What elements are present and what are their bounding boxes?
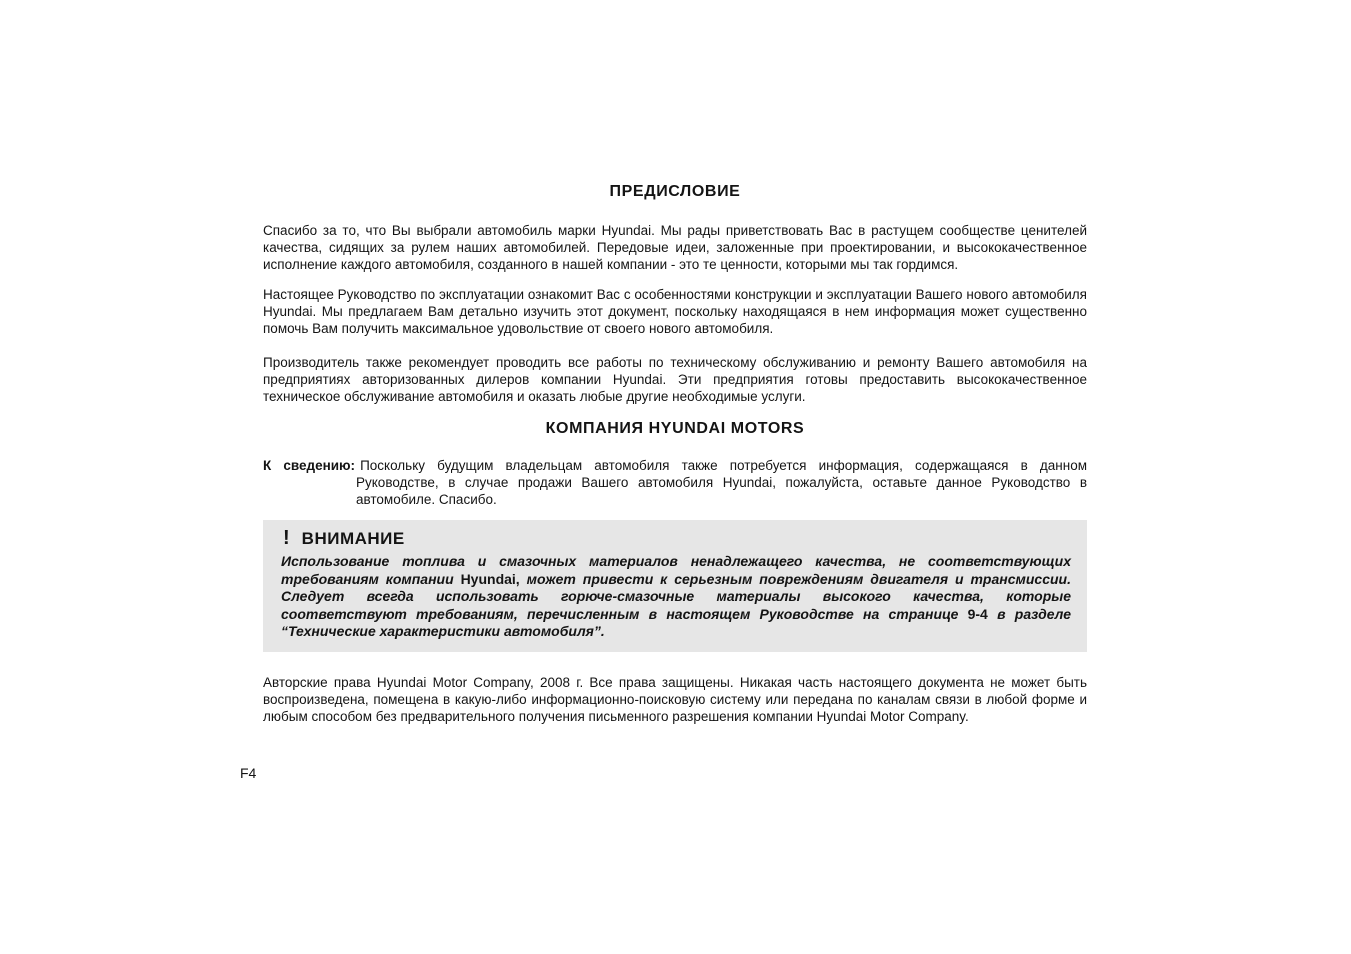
note-text: Поскольку будущим владельцам автомобиля также потребуется информация, содержащаяся в данном Руководстве, в случае продажи Вашего автомобиля Hyundai, пожалуйста, оставьте данное Руководство в автомобиле. Спасибо.	[356, 458, 1087, 507]
preface-paragraph-3: Производитель также рекомендует проводить все работы по техническому обслуживанию и ремонту Вашего автомобиля на предприятиях авторизованных дилеров компании Hyundai. Эти предприятия готовы предоставить высококачественное техническое обслуживание автомобиля и оказать любые другие необходимые услуги.	[263, 355, 1087, 404]
warning-box	[263, 520, 1087, 652]
page-number: F4	[240, 765, 257, 781]
page-content-column	[263, 183, 1087, 725]
company-section-title: КОМПАНИЯ HYUNDAI MOTORS	[545, 420, 805, 437]
warning-title: ВНИМАНИЕ	[301, 529, 405, 548]
exclamation-icon: !	[283, 527, 290, 549]
warning-header	[281, 526, 1071, 551]
preface-title: ПРЕДИСЛОВИЕ	[609, 183, 741, 200]
note-label: К сведению:	[263, 458, 356, 473]
warning-body-text: Использование топлива и смазочных материалов ненадлежащего качества, не соответствующих требованиям компании Hyundai, может привести к серьезным повреждениям двигателя и трансмиссии. Следует всегда использовать горюче-смазочные материалы высокого качества, которые соответствуют требованиям, перечисленным в настоящем Руководстве на странице 9-4 в разделе “Технические характеристики автомобиля”.	[281, 553, 1071, 640]
copyright-paragraph: Авторские права Hyundai Motor Company, 2008 г. Все права защищены. Никакая часть настоящего документа не может быть воспроизведена, помещена в какую-либо информационно-поисковую систему или передана по каналам связи в любой форме и любым способом без предварительного получения письменного разрешения компании Hyundai Motor Company.	[263, 674, 1087, 724]
preface-paragraph-1: Спасибо за то, что Вы выбрали автомобиль марки Hyundai. Мы рады приветствовать Вас в растущем сообществе ценителей качества, сидящих за рулем наших автомобилей. Передовые идеи, заложенные при проектировании, и высококачественное исполнение каждого автомобиля, созданного в нашей компании - это те ценности, которыми мы так гордимся.	[263, 223, 1087, 272]
note-paragraph	[263, 457, 1087, 508]
preface-paragraph-2: Настоящее Руководство по эксплуатации ознакомит Вас с особенностями конструкции и эксплуатации Вашего нового автомобиля Hyundai. Мы предлагаем Вам детально изучить этот документ, поскольку находящаяся в нем информация может существенно помочь Вам получить максимальное удовольствие от своего нового автомобиля.	[263, 287, 1087, 336]
